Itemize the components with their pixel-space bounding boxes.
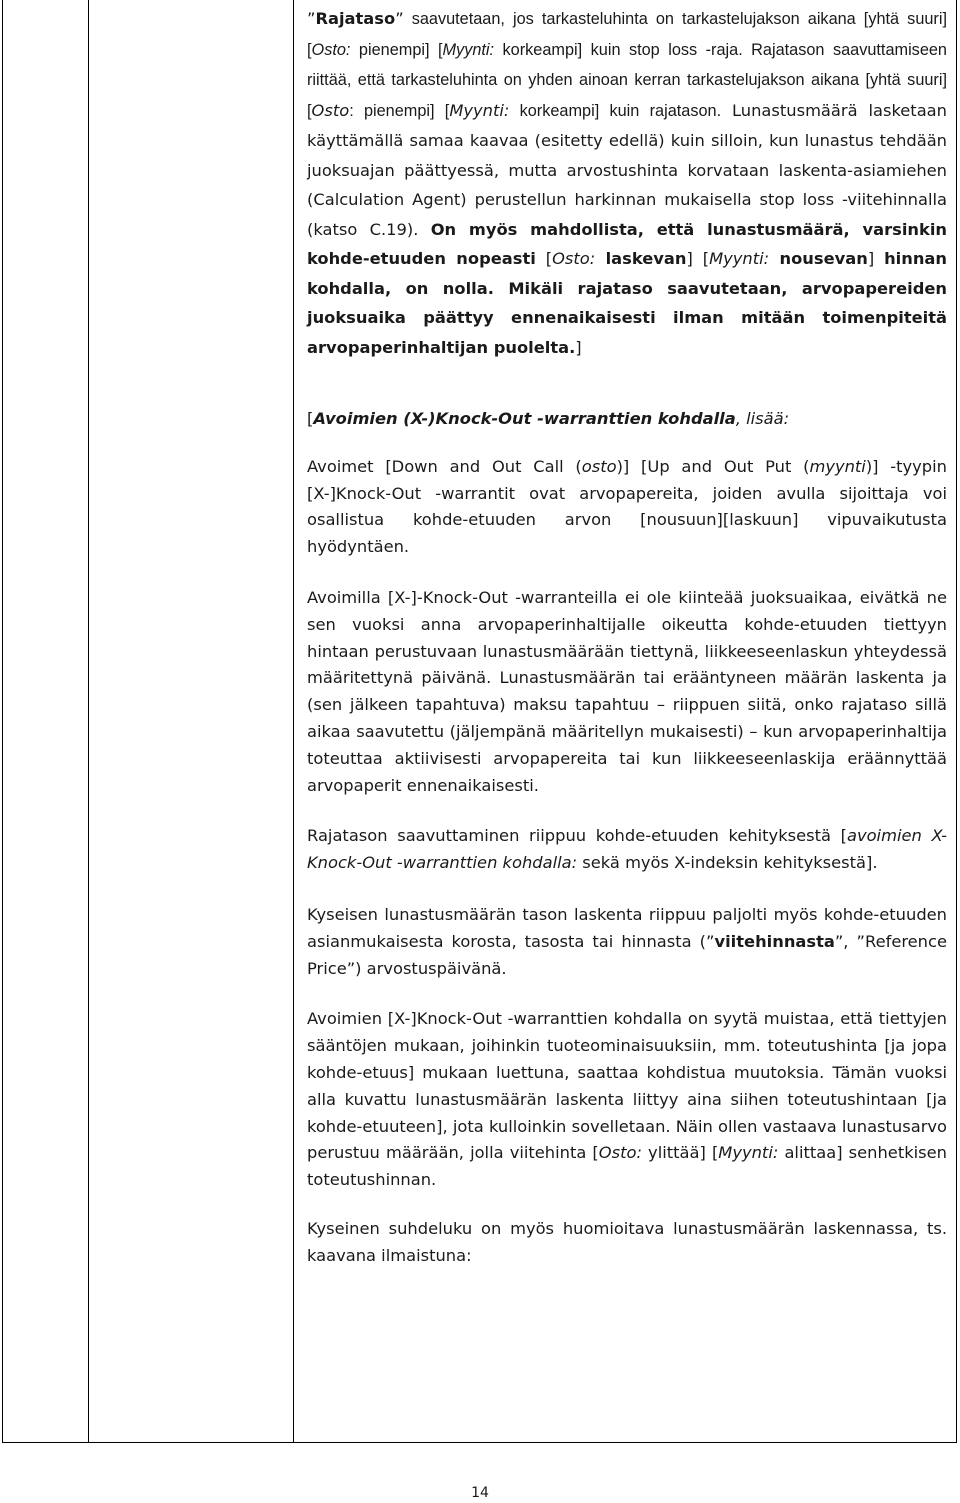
content-cell: [307, 4, 947, 1270]
myynti-label: Myynti:: [718, 1143, 779, 1163]
text-fragment: Lunastusmäärä lasketaan käyttämällä samaa kaavaa (esitetty edellä) kuin silloin, kun lunastus tehdään juoksuajan päättyessä, mutta arvostushinta korvataan laskenta-asiamiehen (Calculation Agent) perustellun harkinnan mukaisella stop loss -viitehinnalla (katso C.19).: [307, 100, 947, 239]
quote-mark: ”: [346, 958, 356, 978]
column-divider-2: [293, 0, 294, 1442]
quote-mark: ”, ”: [834, 931, 865, 951]
bold-fragment: nousevan: [769, 249, 868, 268]
quote-mark: ”: [395, 9, 404, 28]
text-fragment: )] [Up and Out Put (: [616, 456, 810, 476]
paragraph-rajatason-saavuttaminen: [307, 823, 947, 877]
osto-label: Osto:: [598, 1143, 642, 1163]
document-table: [2, 0, 957, 1443]
bracket: ]: [867, 249, 885, 268]
term-reference-price: Reference Price: [307, 931, 947, 978]
bold-fragment: laskevan: [595, 249, 687, 268]
text-fragment: Avoimien [X-]Knock-Out -warranttien kohdalla on syytä muistaa, että tiettyjen sääntöjen mukaan, joihinkin tuoteominaisuuksiin, mm. toteutushinta [ja jopa kohde-etuus] mukaan luettuna, saattaa kohdistua muutoksia. Tämän vuoksi alla kuvattu lunastusmäärän laskenta liittyy aina siihen toteutushintaan [ja kohde-etuuteen], jota kulloinkin sovelletaan. Näin ollen vastaava lunastusarvo perustuu määrään, jolla viitehinta [: [307, 1009, 947, 1163]
text-fragment: alittaa] senhetkisen toteutushinnan.: [307, 1143, 947, 1190]
text-fragment: saavutetaan, jos tarkasteluhinta on tarkastelujakson aikana [yhtä suuri] [: [307, 10, 947, 59]
text-fragment: Rajatason saavuttaminen riippuu kohde-etuuden kehityksestä [: [307, 826, 847, 846]
text-fragment: korkeampi] kuin stop loss -raja. Rajatason saavuttamiseen riittää, että tarkasteluhinta on yhden ainoan kerran tarkastelujakson aikana [yhtä suuri] [: [307, 40, 947, 120]
text-fragment: pienempi] [: [350, 40, 443, 59]
heading-title: Avoimien (X-)Knock-Out -warranttien kohdalla: [313, 409, 736, 428]
page-number: 14: [471, 1485, 489, 1501]
heading-suffix: , lisää:: [735, 409, 790, 428]
myynti-label: myynti: [809, 456, 866, 476]
quote-mark: ”: [307, 9, 316, 28]
term-viitehinnasta: viitehinnasta: [714, 931, 835, 951]
paragraph-avoimien: [307, 1006, 947, 1194]
text-fragment: )] -tyypin [X-]Knock-Out -warrantit ovat arvopapereita, joiden avulla sijoittaja voi osallistua kohde-etuuden arvon [nousuun][laskuun] vipuvaikutusta hyödyntäen.: [307, 456, 947, 557]
quote-mark: ”: [706, 931, 715, 951]
osto-label: Osto:: [311, 40, 351, 59]
paragraph-avoimilla: Avoimilla [X-]-Knock-Out -warranteilla ei ole kiinteää juoksuaikaa, eivätkä ne sen vuoksi anna arvopaperinhaltijalle oikeutta kohde-etuuden tiettyyn hintaan perustuvaan lunastusmäärään tiettynä, liikkeeseenlaskun yhteydessä määritettynä päivänä. Lunastusmäärän tai erääntyneen määrän laskenta ja (sen jälkeen tapahtuva) maksu tapahtuu – riippuen siitä, onko rajataso sillä aikaa saavutettu (jäljempänä määritellyn mukaisesti) – kun arvopaperinhaltija toteuttaa aktiivisesti arvopapereita tai kun liikkeeseenlaskija eräännyttää arvopaperit ennenaikaisesti.: [307, 587, 947, 795]
myynti-label: Myynti:: [709, 249, 770, 268]
paragraph-kyseisen: [307, 902, 947, 982]
bracket: [: [535, 249, 553, 268]
text-fragment: korkeampi] kuin rajatason.: [509, 101, 722, 120]
paragraph-rajataso: [307, 4, 947, 362]
bracket: ] [: [686, 249, 710, 268]
bold-statement: hinnan kohdalla, on nolla. Mikäli rajataso saavutetaan, arvopapereiden juoksuaika päättyy ennenaikaisesti ilman mitään toimenpiteitä arvopaperinhaltijan puolelta.: [307, 249, 948, 357]
text-fragment: : pienempi] [: [349, 101, 450, 120]
text-fragment: Avoimet [Down and Out Call (: [307, 456, 582, 476]
osto-label: osto: [581, 456, 617, 476]
paragraph-kyseinen: Kyseinen suhdeluku on myös huomioitava lunastusmäärän laskennassa, ts. kaavana ilmaistuna:: [307, 1218, 947, 1265]
myynti-label: Myynti:: [449, 100, 510, 120]
text-fragment: ) arvostuspäivänä.: [355, 958, 507, 978]
text-fragment: ylittää] [: [641, 1143, 719, 1163]
bracket: [: [307, 409, 314, 428]
paragraph-avoimet: [307, 454, 947, 561]
bracket: ]: [575, 337, 582, 357]
text-fragment: Kyseisen lunastusmäärän tason laskenta riippuu paljolti myös kohde-etuuden asianmukaisesta korosta, tasosta tai hinnasta (: [307, 904, 947, 951]
osto-label: Osto:: [552, 249, 596, 268]
term-rajataso: Rajataso: [315, 9, 396, 28]
section-heading: [307, 406, 947, 433]
italic-fragment: avoimien X-Knock-Out -warranttien kohdalla:: [307, 826, 947, 873]
bold-statement: On myös mahdollista, että lunastusmäärä, varsinkin kohde-etuuden nopeasti: [307, 219, 948, 268]
text-fragment: sekä myös X-indeksin kehityksestä].: [577, 853, 878, 873]
column-divider-1: [88, 0, 89, 1442]
myynti-label: Myynti:: [442, 40, 495, 59]
osto-label: Osto: [311, 100, 350, 120]
